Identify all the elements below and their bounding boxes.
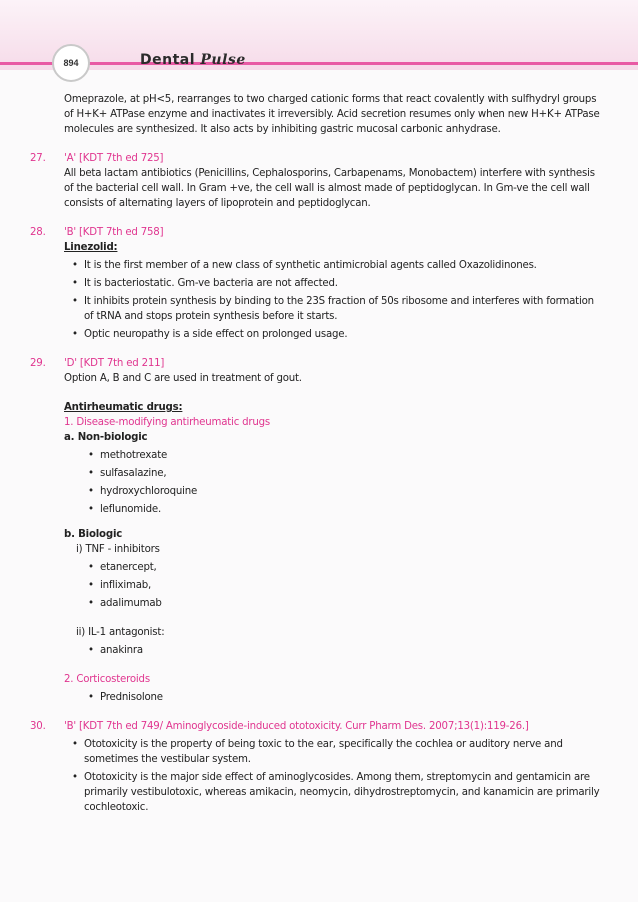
answer-text: All beta lactam antibiotics (Penicillins, Cephalosporins, Carbapenams, Monobactem) interfere with synthesis of the bacterial cell wall. In Gram +ve, the cell wall is almost made of peptidoglycan. In Gm-ve the cell wall consists of alternating layers of lipoprotein and peptidoglycan. bbox=[64, 168, 595, 209]
list-item: • It inhibits protein synthesis by binding to the 23S fraction of 50s ribosome and interferes with formation of tRNA and stops protein synthesis before it starts. bbox=[72, 294, 605, 324]
section-heading: Antirheumatic drugs: bbox=[64, 402, 183, 413]
list-item: • Ototoxicity is the property of being toxic to the ear, specifically the cochlea or auditory nerve and sometimes the vestibular system. bbox=[72, 737, 605, 767]
answer-number: 30. bbox=[30, 721, 46, 732]
list-item: • adalimumab bbox=[88, 596, 605, 611]
answer-text: Option A, B and C are used in treatment of gout. bbox=[64, 373, 302, 384]
section-heading: Linezolid: bbox=[64, 242, 118, 253]
list-item: • etanercept, bbox=[88, 560, 605, 575]
subsection-heading: a. Non-biologic bbox=[64, 432, 148, 443]
list-item: • hydroxychloroquine bbox=[88, 484, 605, 499]
subsection-heading: 2. Corticosteroids bbox=[64, 674, 150, 685]
answer-number: 29. bbox=[30, 358, 46, 369]
list-item: • sulfasalazine, bbox=[88, 466, 605, 481]
list-item: • Prednisolone bbox=[88, 690, 605, 705]
answer-27 bbox=[30, 151, 605, 211]
header-rule bbox=[0, 62, 638, 65]
answer-reference: 'D' [KDT 7th ed 211] bbox=[64, 358, 165, 369]
list-item: • methotrexate bbox=[88, 448, 605, 463]
subsection-heading: 1. Disease-modifying antirheumatic drugs bbox=[64, 417, 271, 428]
book-title bbox=[140, 52, 246, 68]
list-item: • leflunomide. bbox=[88, 502, 605, 517]
answer-number: 28. bbox=[30, 227, 46, 238]
list-item: • infliximab, bbox=[88, 578, 605, 593]
subsection-heading: i) TNF - inhibitors bbox=[76, 544, 160, 555]
list-item: • Ototoxicity is the major side effect of aminoglycosides. Among them, streptomycin and gentamicin are primarily vestibulotoxic, whereas amikacin, neomycin, dihydrostreptomycin, and kanamicin are primarily cochleotoxic. bbox=[72, 770, 605, 815]
subsection-heading: b. Biologic bbox=[64, 529, 123, 540]
answer-28 bbox=[30, 225, 605, 342]
list-item: • Optic neuropathy is a side effect on prolonged usage. bbox=[72, 327, 605, 342]
answer-reference: 'B' [KDT 7th ed 749/ Aminoglycoside-induced ototoxicity. Curr Pharm Des. 2007;13(1):119-26.] bbox=[64, 721, 529, 732]
subsection-heading: ii) IL-1 antagonist: bbox=[76, 627, 165, 638]
intro-paragraph: Omeprazole, at pH<5, rearranges to two charged cationic forms that react covalently with sulfhydryl groups of H+K+ ATPase enzyme and inactivates it irreversibly. Acid secretion resumes only when new H+K+ ATPase molecules are synthesized. It also acts by inhibiting gastric mucosal carbonic anhydrase. bbox=[64, 94, 600, 135]
book-title-script: Pulse bbox=[200, 52, 246, 68]
list-item: • It is bacteriostatic. Gm-ve bacteria are not affected. bbox=[72, 276, 605, 291]
header-band bbox=[0, 0, 638, 70]
answer-number: 27. bbox=[30, 153, 46, 164]
page-content bbox=[30, 92, 605, 818]
answer-reference: 'B' [KDT 7th ed 758] bbox=[64, 227, 164, 238]
answer-30 bbox=[30, 719, 605, 815]
list-item: • anakinra bbox=[88, 643, 605, 658]
book-title-plain: Dental bbox=[140, 52, 196, 68]
page-number-badge: 894 bbox=[52, 44, 90, 82]
list-item: • It is the first member of a new class of synthetic antimicrobial agents called Oxazolidinones. bbox=[72, 258, 605, 273]
answer-reference: 'A' [KDT 7th ed 725] bbox=[64, 153, 164, 164]
answer-29 bbox=[30, 356, 605, 705]
